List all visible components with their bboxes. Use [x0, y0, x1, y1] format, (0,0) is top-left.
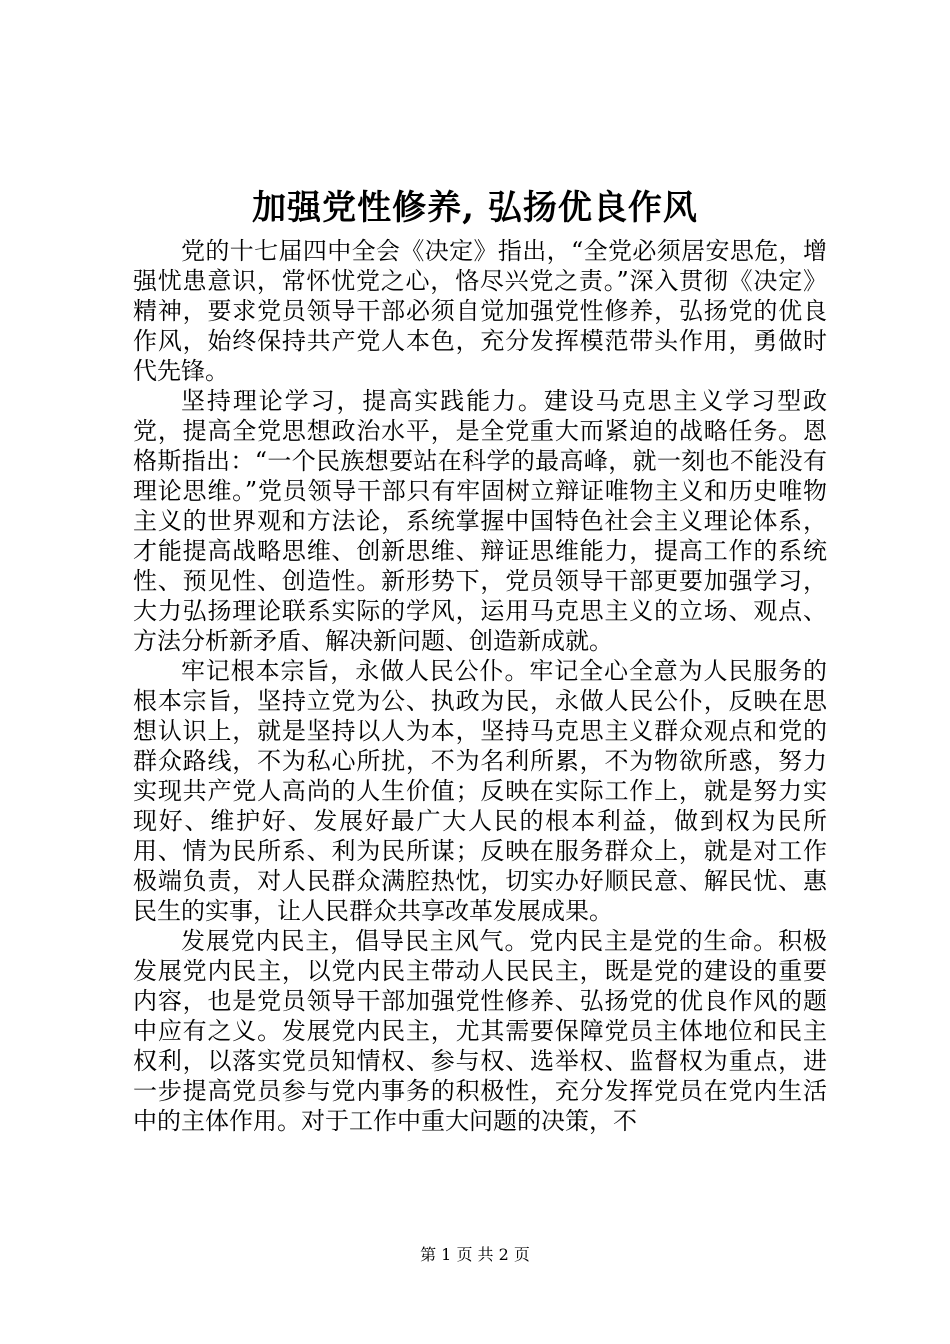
- paragraph-serve-people: 牢记根本宗旨，永做人民公仆。牢记全心全意为人民服务的根本宗旨，坚持立党为公、执政为民，永做人民公仆，反映在思想认识上，就是坚持以人为本，坚持马克思主义群众观点和党的群众路线，不为私心所扰，不为名利所累，不为物欲所惑，努力实现共产党人高尚的人生价值；反映在实际工作上，就是努力实现好、维护好、发展好最广大人民的根本利益，做到权为民所用、情为民所系、利为民所谋；反映在服务群众上，就是对工作极端负责，对人民群众满腔热忱，切实办好顺民意、解民忧、惠民生的实事，让人民群众共享改革发展成果。: [133, 657, 827, 925]
- document-title: 加强党性修养, 弘扬优良作风: [252, 188, 698, 228]
- paragraph-inner-party-democracy: 发展党内民主，倡导民主风气。党内民主是党的生命。积极发展党内民主，以党内民主带动人民民主，既是党的建设的重要内容，也是党员领导干部加强党性修养、弘扬党的优良作风的题中应有之义。发展党内民主，尤其需要保障党员主体地位和民主权利，以落实党员知情权、参与权、选举权、监督权为重点，进一步提高党员参与党内事务的积极性，充分发挥党员在党内生活中的主体作用。对于工作中重大问题的决策，不: [133, 927, 827, 1135]
- document-body: [133, 236, 827, 1136]
- page-footer: 第 1 页 共 2 页: [420, 1245, 530, 1264]
- paragraph-theory-study: 坚持理论学习，提高实践能力。建设马克思主义学习型政党，提高全党思想政治水平，是全党重大而紧迫的战略任务。恩格斯指出：“一个民族想要站在科学的最高峰，就一刻也不能没有理论思维。”党员领导干部只有牢固树立辩证唯物主义和历史唯物主义的世界观和方法论，系统掌握中国特色社会主义理论体系，才能提高战略思维、创新思维、辩证思维能力，提高工作的系统性、预见性、创造性。新形势下，党员领导干部更要加强学习，大力弘扬理论联系实际的学风，运用马克思主义的立场、观点、方法分析新矛盾、解决新问题、创造新成就。: [133, 387, 827, 655]
- paragraph-intro: 党的十七届四中全会《决定》指出，“全党必须居安思危，增强忧患意识，常怀忧党之心，恪尽兴党之责。”深入贯彻《决定》精神，要求党员领导干部必须自觉加强党性修养，弘扬党的优良作风，始终保持共产党人本色，充分发挥模范带头作用，勇做时代先锋。: [133, 237, 827, 385]
